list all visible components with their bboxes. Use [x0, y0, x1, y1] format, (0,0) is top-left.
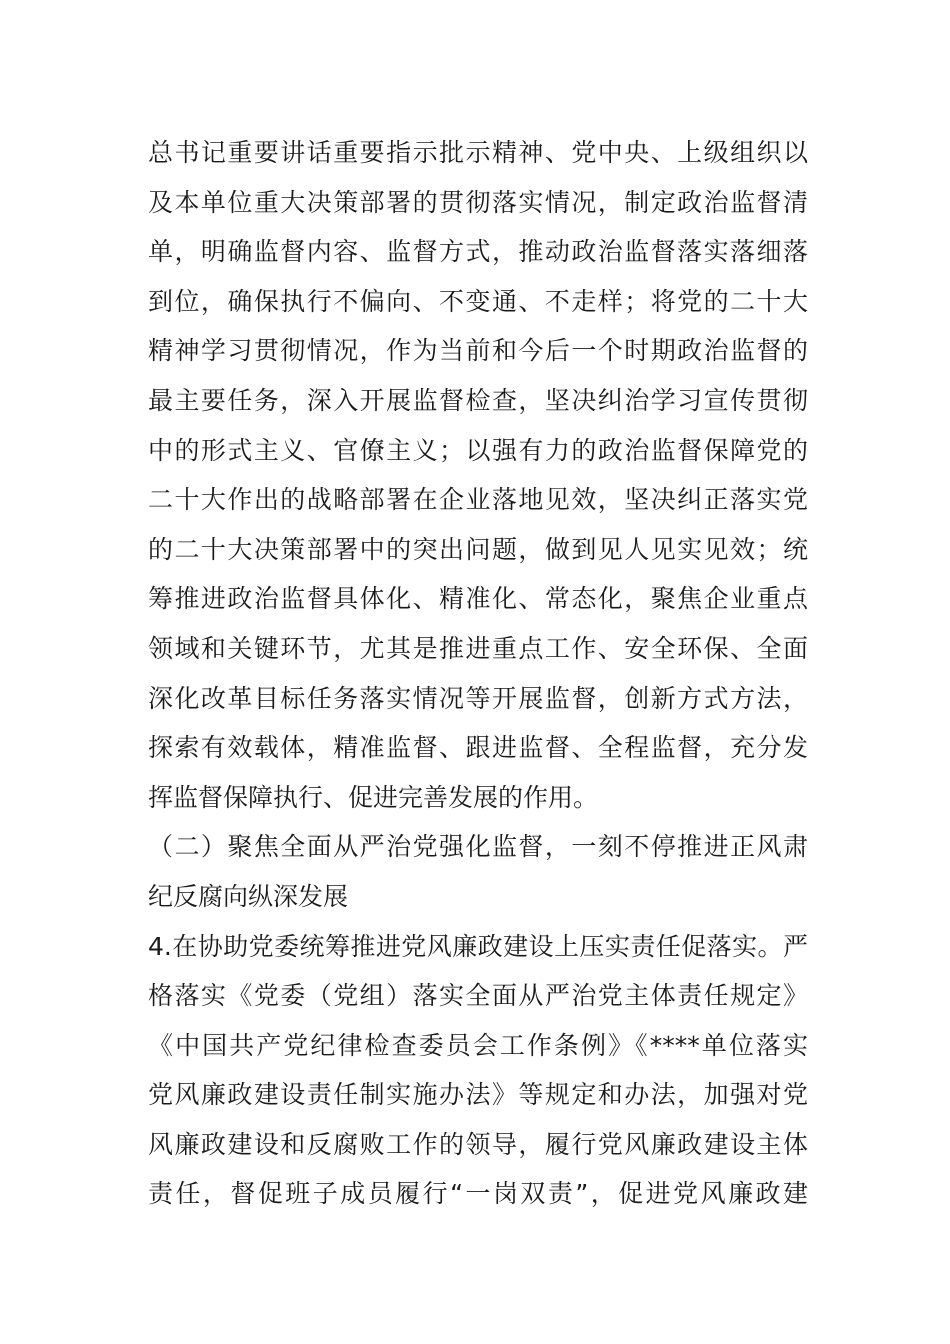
- text-line: 精神学习贯彻情况，作为当前和今后一个时期政治监督的: [148, 336, 808, 366]
- heading-line: 纪反腐向纵深发展: [148, 881, 349, 911]
- paragraph-item-4: [148, 922, 808, 1220]
- text-line: 总书记重要讲话重要指示批示精神、党中央、上级组织以: [148, 138, 808, 167]
- heading-line: （二）聚焦全面从严治党强化监督，一刻不停推进正风肃: [148, 832, 808, 862]
- document-body: [148, 128, 808, 1219]
- text-line: 筹推进政治监督具体化、精准化、常态化，聚焦企业重点: [148, 584, 808, 614]
- text-line: 最主要任务，深入开展监督检查，坚决纠治学习宣传贯彻: [148, 385, 808, 415]
- text-line: 风廉政建设和反腐败工作的领导，履行党风廉政建设主体: [148, 1129, 808, 1159]
- text-line: 格落实《党委（党组）落实全面从严治党主体责任规定》: [148, 981, 808, 1011]
- text-line: 责任，督促班子成员履行“一岗双责”，促进党风廉政建: [148, 1179, 808, 1209]
- text-line: 的二十大决策部署中的突出问题，做到见人见实见效；统: [148, 534, 808, 564]
- paragraph-political-supervision: [148, 128, 808, 822]
- text-line: 探索有效载体，精准监督、跟进监督、全程监督，充分发: [148, 733, 808, 763]
- text-line: 党风廉政建设责任制实施办法》等规定和办法，加强对党: [148, 1080, 808, 1110]
- text-line: 4.在协助党委统筹推进党风廉政建设上压实责任促落实。严: [148, 931, 808, 961]
- text-line: 及本单位重大决策部署的贯彻落实情况，制定政治监督清: [148, 187, 808, 217]
- text-line: 到位，确保执行不偏向、不变通、不走样；将党的二十大: [148, 286, 808, 316]
- section-heading: [148, 822, 808, 921]
- text-line: 中的形式主义、官僚主义；以强有力的政治监督保障党的: [148, 435, 808, 465]
- text-line: 二十大作出的战略部署在企业落地见效，坚决纠正落实党: [148, 485, 808, 515]
- text-line: 深化改革目标任务落实情况等开展监督，创新方式方法，: [148, 683, 808, 713]
- text-line: 《中国共产党纪律检查委员会工作条例》《****单位落实: [148, 1030, 808, 1060]
- text-line: 领域和关键环节，尤其是推进重点工作、安全环保、全面: [148, 633, 808, 663]
- text-line: 挥监督保障执行、促进完善发展的作用。: [148, 782, 599, 812]
- text-line: 单，明确监督内容、监督方式，推动政治监督落实落细落: [148, 237, 808, 267]
